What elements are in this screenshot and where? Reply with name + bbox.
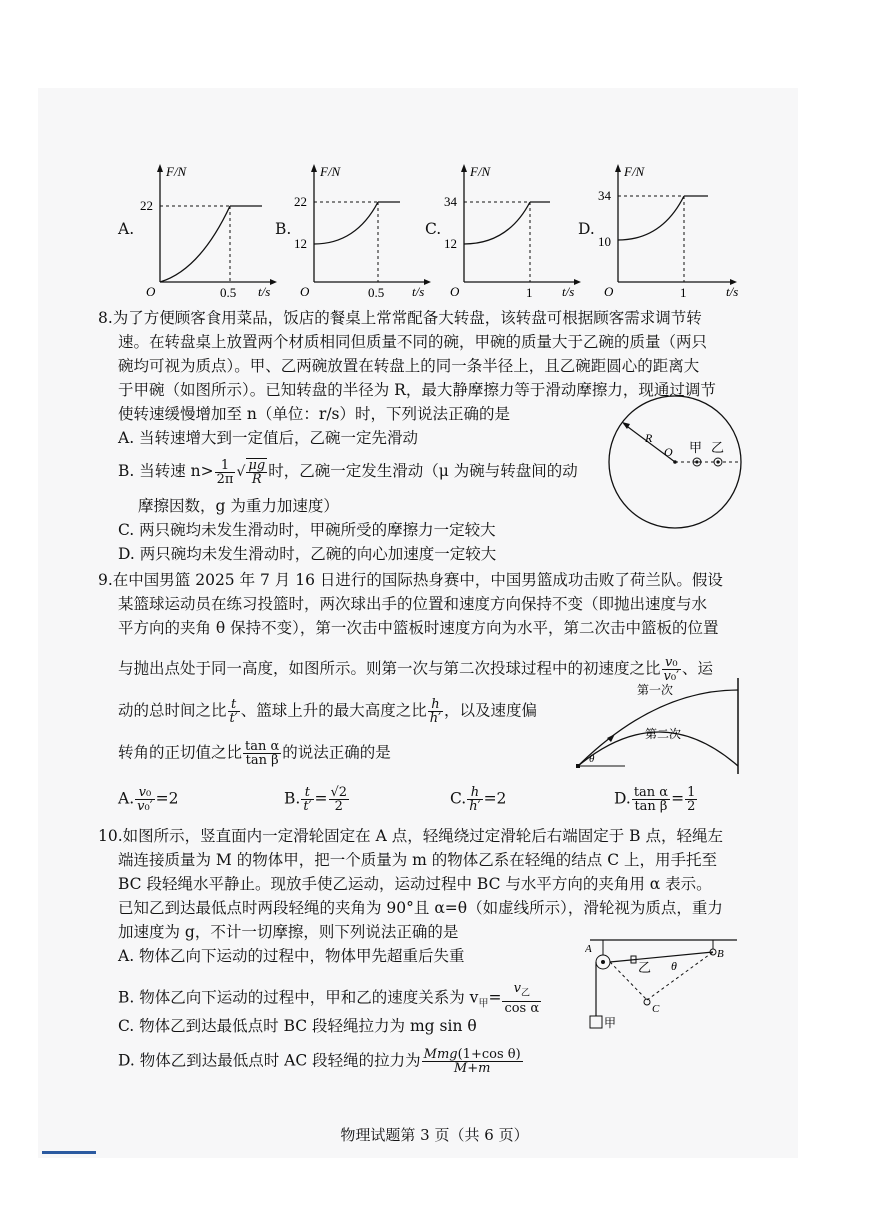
y-axis-label: F/N (320, 164, 341, 179)
x-axis-label: t/s (258, 284, 271, 299)
q9-option-a: A. $\frac{\text{v₀}}{\text{v₀′}}$ =2 (118, 785, 179, 814)
force-curve (618, 196, 684, 240)
q8-stem-line: 速。在转盘桌上放置两个材质相同但质量不同的碗，甲碗的质量大于乙碗的质量（两只 (118, 333, 708, 351)
graph-b (294, 160, 434, 300)
q9-trajectory-figure (575, 676, 745, 776)
q9-option-b: B. $\frac{t}{t'}$ = $\frac{√2}{2}$ (284, 785, 348, 814)
q9-stem-line: 平方向的夹角 θ 保持不变），第一次击中篮板时速度方向为水平，第二次击中篮板的位置 (118, 619, 719, 637)
graph-option-label: A. (118, 220, 135, 238)
x-end-label: 1 (526, 285, 533, 300)
q9-stem-line: 9.在中国男篮 2025 年 7 月 16 日进行的国际热身赛中，中国男篮成功击败了荷兰队。假设 (98, 571, 723, 589)
q10-option-c: C. 物体乙到达最低点时 BC 段轻绳拉力为 mg sin θ (118, 1017, 477, 1035)
q10-option-d: D. 物体乙到达最低点时 AC 段轻绳的拉力为 $\frac{\text{Mmg(1+cos θ)}}{M+m}$ (118, 1047, 521, 1076)
graph-option-label: C. (425, 220, 442, 238)
origin-label: O (146, 284, 156, 299)
y-start-label: 12 (294, 236, 307, 251)
q10-stem-line: 加速度为 g，不计一切摩擦，则下列说法正确的是 (118, 923, 459, 941)
q8-option-a: A. 当转速增大到一定值后，乙碗一定先滑动 (118, 429, 419, 447)
graph-option-label: D. (578, 220, 595, 238)
x-axis-label: t/s (412, 284, 425, 299)
q9-stem-line: 与抛出点处于同一高度，如图所示。则第一次与第二次投球过程中的初速度之比 $\frac{\text{v₀}}{\text{v₀′}}$ 、运 (118, 655, 714, 684)
mass-jia-label: 甲 (604, 1016, 617, 1030)
y-top-label: 22 (294, 194, 307, 209)
force-curve (160, 206, 230, 282)
y-top-label: 22 (140, 198, 153, 213)
y-top-label: 34 (444, 194, 457, 209)
y-top-label: 34 (598, 188, 611, 203)
q8-turntable-figure (600, 392, 750, 542)
theta-label: θ (671, 959, 677, 973)
y-axis-label: F/N (166, 164, 187, 179)
second-throw-label: 第二次 (645, 727, 682, 741)
q8-stem-line: 使转速缓慢增加至 n（单位：r/s）时，下列说法正确的是 (118, 405, 510, 423)
mass-yi-label: 乙 (638, 960, 652, 975)
q8-stem-line: 8.为了方便顾客食用菜品，饭店的餐桌上常常配备大转盘，该转盘可根据顾客需求调节转 (98, 309, 702, 327)
q10-option-a: A. 物体乙向下运动的过程中，物体甲先超重后失重 (118, 947, 465, 965)
x-end-label: 0.5 (220, 285, 237, 300)
y-start-label: 10 (598, 234, 611, 249)
q9-stem-line: 动的总时间之比 $\frac{t}{t'}$ 、篮球上升的最大高度之比 $\frac{h}{h'}$ ，以及速度偏 (118, 697, 538, 726)
force-curve (464, 202, 530, 244)
force-curve (314, 202, 378, 244)
graph-c (444, 160, 584, 300)
x-end-label: 1 (680, 285, 687, 300)
center-label: O (664, 445, 673, 459)
x-axis-label: t/s (726, 284, 739, 299)
q8-stem-line: 碗均可视为质点）。甲、乙两碗放置在转盘上的同一条半径上，且乙碗距圆心的距离大 (118, 357, 700, 375)
q9-stem-line: 转角的正切值之比 $\frac{\text{tan α}}{\text{tan β}}$ 的说法正确的是 (118, 739, 391, 768)
q10-stem-line: 端连接质量为 M 的物体甲，把一个质量为 m 的物体乙系在轻绳的结点 C 上，用手托至 (118, 851, 717, 869)
q8-option-d: D. 两只碗均未发生滑动时，乙碗的向心加速度一定较大 (118, 545, 497, 563)
origin-label: O (300, 284, 310, 299)
q8-stem-line: 于甲碗（如图所示）。已知转盘的半径为 R，最大静摩擦力等于滑动摩擦力，现通过调节 (118, 381, 716, 399)
bowl-jia-label: 甲 (689, 440, 703, 455)
theta-label: θ (589, 753, 595, 765)
graph-d (598, 160, 748, 300)
q10-stem-line: 10.如图所示，竖直面内一定滑轮固定在 A 点，轻绳绕过定滑轮后右端固定于 B 点，轻绳左 (98, 827, 723, 845)
q8-option-b: B. 当转速 n> $\frac{1}{2\pi}$ √ $\frac{\mu g}{R}$ 时，乙碗一定发生滑动（μ 为碗与转盘间的动 (118, 457, 578, 487)
page-footer: 物理试题第 3 页（共 6 页） (340, 1126, 529, 1144)
x-axis-label: t/s (562, 284, 575, 299)
q10-stem-line: 已知乙到达最低点时两段轻绳的夹角为 90°且 α=θ（如虚线所示），滑轮视为质点，重力 (118, 899, 723, 917)
q10-stem-line: BC 段轻绳水平静止。现放手使乙运动，运动过程中 BC 与水平方向的夹角用 α 表示。 (118, 875, 712, 893)
q10-option-b: B. 物体乙向下运动的过程中，甲和乙的速度关系为 $v_甲=$ $\frac{v_乙}{\text{cos α}}$ (118, 981, 540, 1016)
bowl-yi-label: 乙 (711, 440, 725, 455)
q9-stem-line: 某篮球运动员在练习投篮时，两次球出手的位置和速度方向保持不变（即抛出速度与水 (118, 595, 708, 613)
decorative-bar (42, 1151, 96, 1154)
y-start-label: 12 (444, 236, 457, 251)
point-a-label: A (585, 943, 592, 955)
origin-label: O (604, 284, 614, 299)
point-b-label: B (717, 948, 724, 960)
q9-option-d: D. $\frac{\text{tan α}}{\text{tan β}}$ = $\frac{1}{2}$ (614, 785, 696, 814)
y-axis-label: F/N (470, 164, 491, 179)
graph-option-label: B. (275, 220, 292, 238)
graph-a (140, 160, 280, 300)
x-end-label: 0.5 (368, 285, 385, 300)
radius-label: R (645, 431, 653, 445)
q8-option-c: C. 两只碗均未发生滑动时，甲碗所受的摩擦力一定较大 (118, 521, 496, 539)
first-throw-label: 第一次 (637, 683, 674, 697)
q9-option-c: C. $\frac{h}{h'}$ =2 (450, 785, 507, 814)
q10-pulley-figure (585, 932, 745, 1037)
point-c-label: C (652, 1003, 660, 1015)
origin-label: O (450, 284, 460, 299)
q8-option-b-cont: 摩擦因数，g 为重力加速度） (138, 497, 339, 515)
y-axis-label: F/N (624, 164, 645, 179)
